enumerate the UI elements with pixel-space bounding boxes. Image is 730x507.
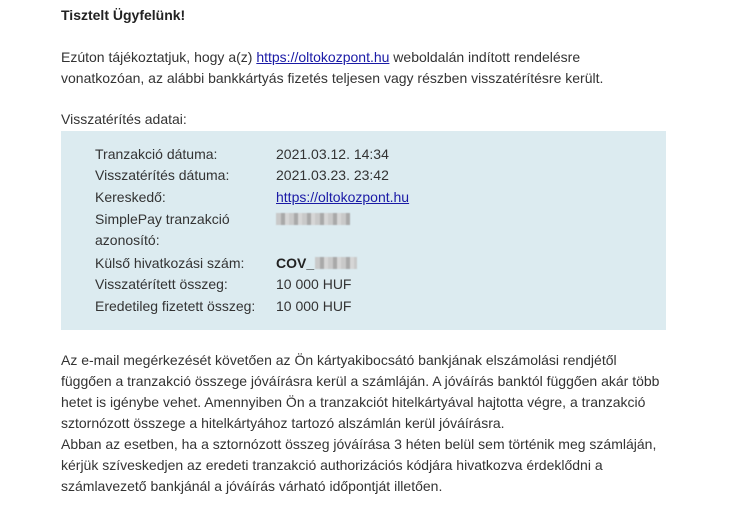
- transaction-date-value: 2021.03.12. 14:34: [276, 146, 389, 162]
- transaction-date-label: Tranzakció dátuma:: [95, 146, 218, 162]
- refund-details-box: [61, 131, 666, 330]
- oltokozpont-link[interactable]: https://oltokozpont.hu: [256, 49, 390, 65]
- merchant-link[interactable]: https://oltokozpont.hu: [276, 189, 410, 205]
- original-amount-label: Eredetileg fizetett összeg:: [95, 298, 256, 314]
- external-ref-value: [276, 253, 357, 274]
- refunded-amount-label: Visszatérített összeg:: [95, 276, 228, 292]
- refund-date-label: Visszatérítés dátuma:: [95, 167, 230, 183]
- outro-paragraph-2: Abban az esetben, ha a sztornózott összeg jóváírása 3 héten belül sem történik meg számláján, kérjük szíveskedjen az eredeti tranzakció authorizációs kódjára hivatkozva érdeklődni a számlavezető bankjánál a jóváírás várható időpontját illetően.: [61, 436, 657, 494]
- merchant-label: Kereskedő:: [95, 189, 166, 205]
- simplepay-id-label-line1: SimplePay tranzakció: [95, 211, 230, 227]
- refund-date-value: 2021.03.23. 23:42: [276, 167, 389, 183]
- refunded-amount-value: 10 000 HUF: [276, 276, 352, 292]
- intro-paragraph: [61, 47, 661, 89]
- original-amount-value: 10 000 HUF: [276, 298, 352, 314]
- intro-text-after: weboldalán indított rendelésre vonatkozóan, az alábbi bankkártyás fizetés teljesen vagy részben visszatérítésre került.: [61, 49, 604, 86]
- outro-paragraph-1: Az e-mail megérkezését követően az Ön kártyakibocsátó bankjának elszámolási rendjétől függően a tranzakció összege jóváírásra kerül a számláján. A jóváírás banktól függően akár több hetet is igénybe vehet. Amennyiben Ön a tranzakciót hitelkártyával hajtotta végre, a tranzakció sztornózott összege a hitelkártyához tartozó alszámlán kerül jóváírásra.: [61, 352, 660, 431]
- section-title: Visszatérítés adatai:: [61, 111, 187, 127]
- intro-text-before: Ezúton tájékoztatjuk, hogy a(z): [61, 49, 257, 65]
- simplepay-id-label-line2: azonosító:: [95, 232, 160, 248]
- simplepay-id-redacted: [276, 209, 350, 230]
- outro-text: [61, 350, 671, 497]
- greeting: Tisztelt Ügyfelünk!: [61, 7, 186, 23]
- external-ref-prefix: COV_: [276, 255, 315, 271]
- external-ref-label: Külső hivatkozási szám:: [95, 255, 245, 271]
